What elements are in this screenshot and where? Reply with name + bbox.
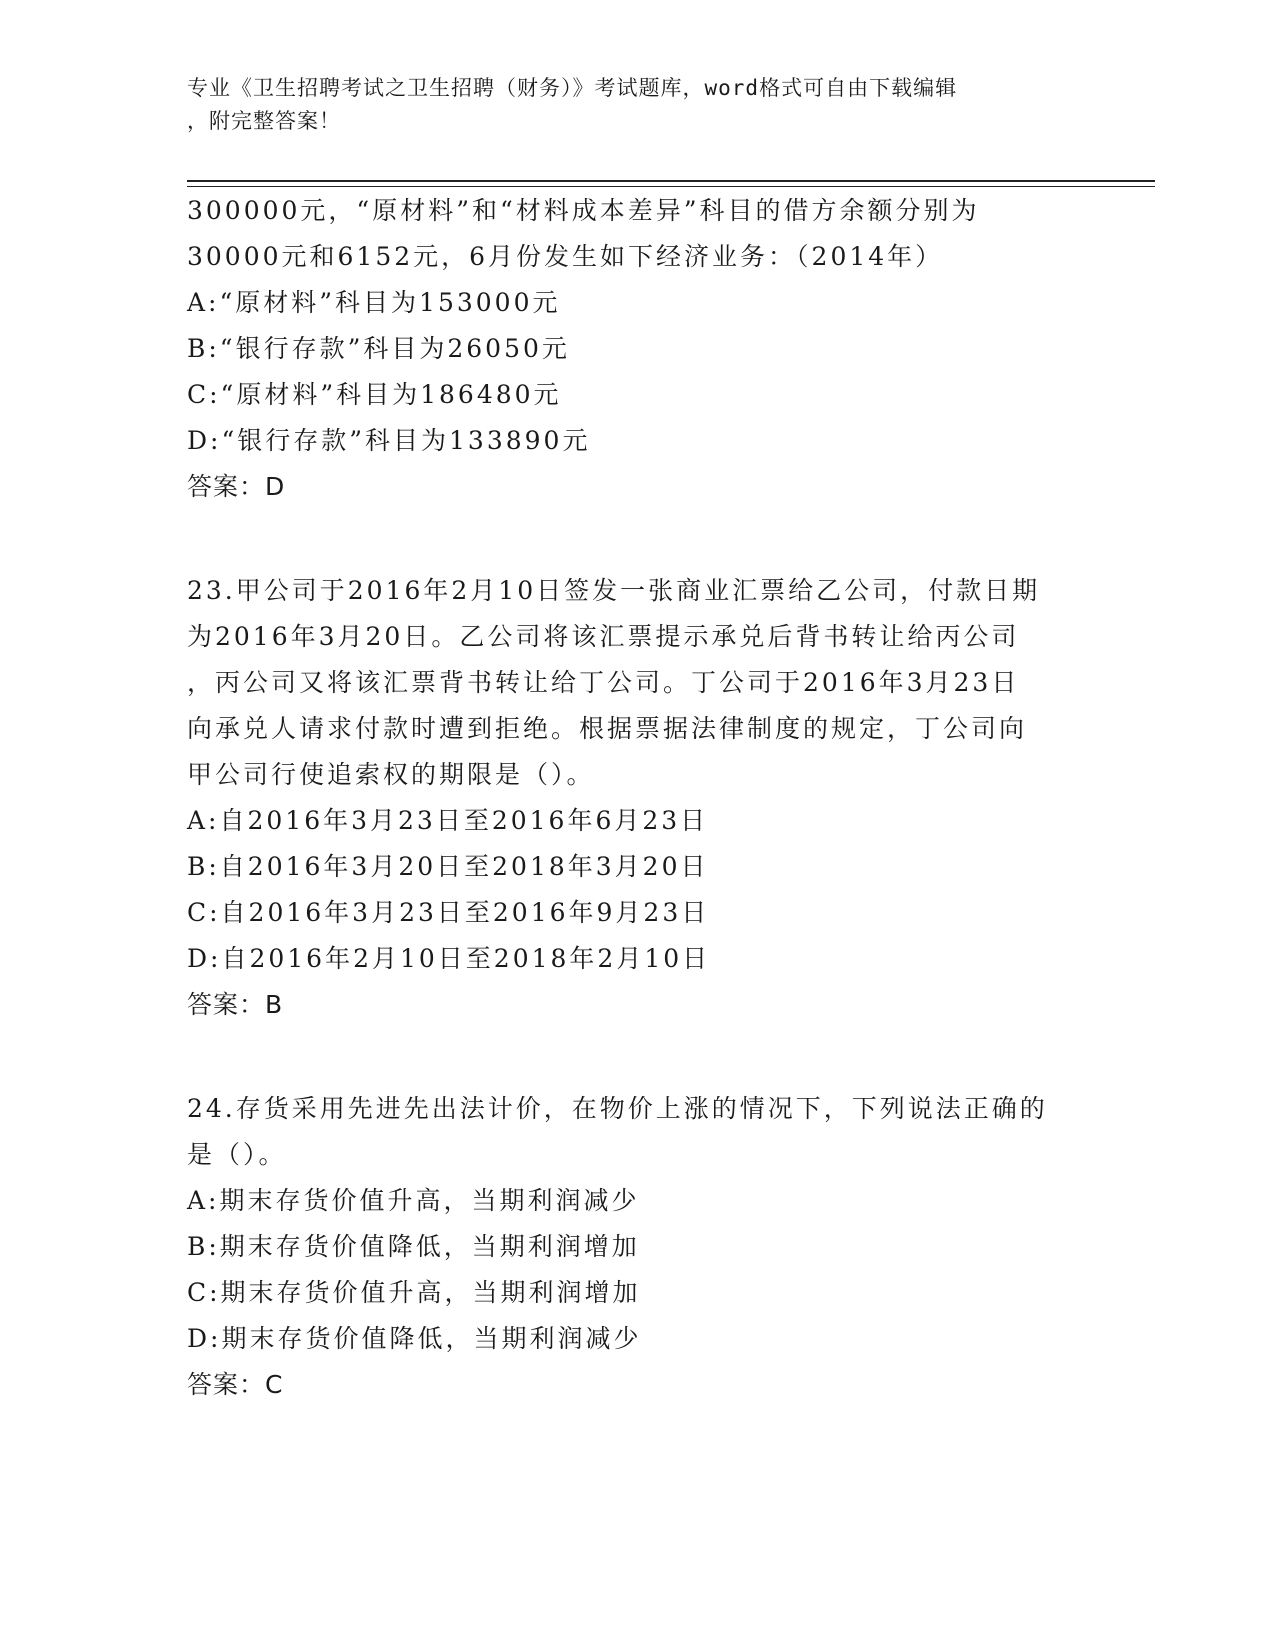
question-stem-line: 30000元和6152元，6月份发生如下经济业务：（2014年） (187, 242, 944, 271)
header-rule-thin (187, 186, 1155, 187)
option-b: B:“银行存款”科目为26050元 (187, 334, 570, 363)
option-d: D:“银行存款”科目为133890元 (187, 426, 591, 455)
option-a: A:“原材料”科目为153000元 (187, 288, 561, 317)
answer-label: 答案：D (187, 472, 286, 501)
question-stem-line: 为2016年3月20日。乙公司将该汇票提示承兑后背书转让给丙公司 (187, 622, 1020, 651)
question-stem-line: 甲公司行使追索权的期限是（）。 (187, 760, 595, 789)
answer-label: 答案：C (187, 1370, 284, 1399)
question-24 (187, 1086, 1087, 1408)
question-22 (187, 188, 1087, 510)
document-header (187, 72, 1087, 138)
question-stem-line: ，丙公司又将该汇票背书转让给丁公司。丁公司于2016年3月23日 (187, 668, 1020, 697)
header-line-1: 专业《卫生招聘考试之卫生招聘（财务）》考试题库，word格式可自由下载编辑 (187, 76, 958, 100)
question-stem-line: 向承兑人请求付款时遭到拒绝。根据票据法律制度的规定，丁公司向 (187, 714, 1028, 743)
question-stem-line: 是（）。 (187, 1140, 287, 1169)
answer-label: 答案：B (187, 990, 284, 1019)
option-b: B:期末存货价值降低，当期利润增加 (187, 1232, 640, 1261)
question-23 (187, 568, 1087, 1028)
question-stem-line: 23.甲公司于2016年2月10日签发一张商业汇票给乙公司，付款日期 (187, 576, 1041, 605)
question-stem-line: 300000元，“原材料”和“材料成本差异”科目的借方余额分别为 (187, 196, 980, 225)
option-d: D:自2016年2月10日至2018年2月10日 (187, 944, 711, 973)
option-c: C:期末存货价值升高，当期利润增加 (187, 1278, 641, 1307)
question-list (187, 188, 1087, 1408)
option-a: A:期末存货价值升高，当期利润减少 (187, 1186, 640, 1215)
option-c: C:“原材料”科目为186480元 (187, 380, 562, 409)
option-c: C:自2016年3月23日至2016年9月23日 (187, 898, 710, 927)
question-stem-line: 24.存货采用先进先出法计价，在物价上涨的情况下，下列说法正确的 (187, 1094, 1048, 1123)
header-line-2: ，附完整答案！ (187, 109, 341, 133)
option-a: A:自2016年3月23日至2016年6月23日 (187, 806, 709, 835)
option-d: D:期末存货价值降低，当期利润减少 (187, 1324, 642, 1353)
option-b: B:自2016年3月20日至2018年3月20日 (187, 852, 709, 881)
question-spacer (187, 510, 1087, 568)
header-rule-thick (187, 180, 1155, 182)
question-spacer (187, 1028, 1087, 1086)
